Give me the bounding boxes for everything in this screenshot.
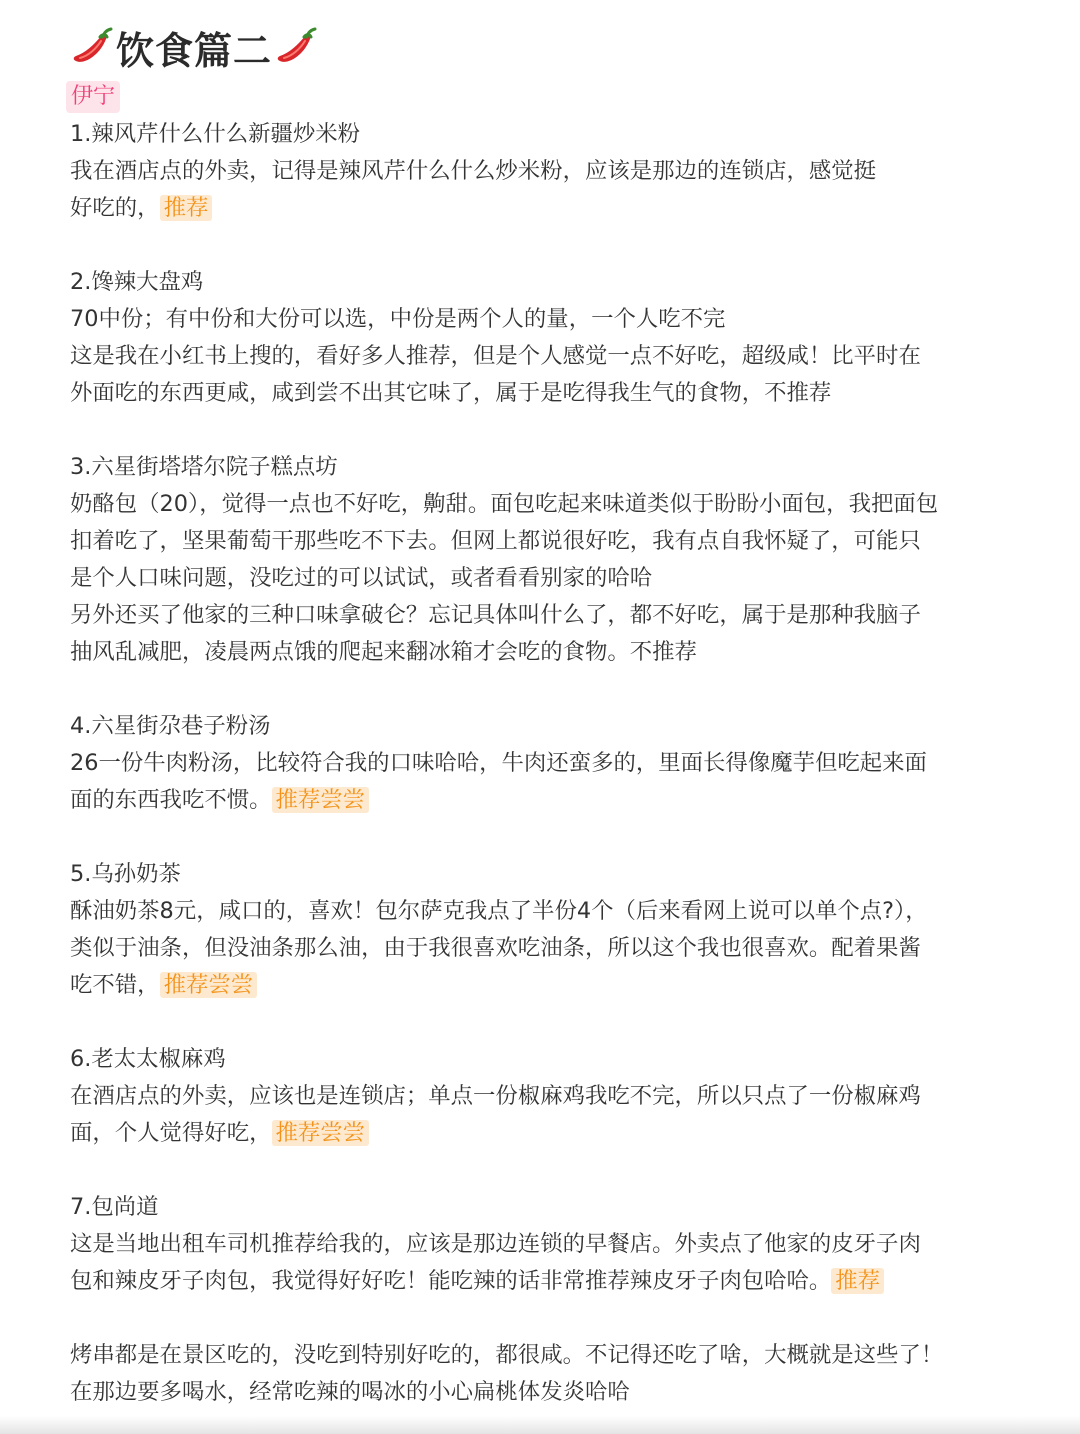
item-heading: 7.包尚道 xyxy=(70,1194,159,1220)
item-text-line xyxy=(70,1117,369,1149)
location-tag[interactable]: 伊宁 xyxy=(66,81,120,113)
item-text-line: 扣着吃了，坚果葡萄干那些吃不下去。但网上都说很好吃，我有点自我怀疑了，可能只 xyxy=(70,528,921,554)
item-text: 面的东西我吃不惯。 xyxy=(70,787,272,813)
item-text-line xyxy=(70,192,212,224)
item-heading: 4.六星街尕巷子粉汤 xyxy=(70,713,271,739)
recommend-highlight: 推荐尝尝 xyxy=(272,787,370,813)
item-text-line: 酥油奶茶8元，咸口的，喜欢！包尔萨克我点了半份4个（后来看网上说可以单个点?）， xyxy=(70,898,928,924)
item-text-line xyxy=(70,784,369,816)
item-heading: 6.老太太椒麻鸡 xyxy=(70,1046,226,1072)
item-text-line: 外面吃的东西更咸，咸到尝不出其它味了，属于是吃得我生气的食物，不推荐 xyxy=(70,380,832,406)
item-text: 吃不错， xyxy=(70,972,160,998)
item-heading: 2.馋辣大盘鸡 xyxy=(70,269,204,295)
recommend-highlight: 推荐尝尝 xyxy=(160,972,258,998)
item-text-line xyxy=(70,969,257,1001)
chili-pepper-icon xyxy=(70,25,114,69)
chili-pepper-icon xyxy=(274,25,318,69)
item-text: 包和辣皮牙子肉包，我觉得好好吃！能吃辣的话非常推荐辣皮牙子肉包哈哈。 xyxy=(70,1268,832,1294)
footer-text-line: 在那边要多喝水，经常吃辣的喝冰的小心扁桃体发炎哈哈 xyxy=(70,1379,630,1405)
bottom-fade xyxy=(0,1416,1080,1434)
footer-text-line: 烤串都是在景区吃的，没吃到特别好吃的，都很咸。不记得还吃了啥，大概就是这些了！ xyxy=(70,1342,944,1368)
item-text-line: 另外还买了他家的三种口味拿破仑？忘记具体叫什么了，都不好吃，属于是那种我脑子 xyxy=(70,602,921,628)
item-text-line: 26一份牛肉粉汤，比较符合我的口味哈哈，牛肉还蛮多的，里面长得像魔芋但吃起来面 xyxy=(70,750,927,776)
item-text-line: 抽风乱减肥，凌晨两点饿的爬起来翻冰箱才会吃的食物。不推荐 xyxy=(70,639,697,665)
item-text-line: 这是当地出租车司机推荐给我的，应该是那边连锁的早餐店。外卖点了他家的皮牙子肉 xyxy=(70,1231,921,1257)
recommend-highlight: 推荐尝尝 xyxy=(272,1120,370,1146)
recommend-highlight: 推荐 xyxy=(160,195,213,221)
page-title: 饮食篇二 xyxy=(116,28,273,73)
item-heading: 3.六星街塔塔尔院子糕点坊 xyxy=(70,454,338,480)
item-heading: 1.辣风芹什么什么新疆炒米粉 xyxy=(70,121,361,147)
item-heading: 5.乌孙奶茶 xyxy=(70,861,181,887)
title-row xyxy=(70,22,318,72)
item-text: 好吃的， xyxy=(70,195,160,221)
item-text-line: 这是我在小红书上搜的，看好多人推荐，但是个人感觉一点不好吃，超级咸！比平时在 xyxy=(70,343,921,369)
recommend-highlight: 推荐 xyxy=(831,1268,884,1294)
item-text: 面，个人觉得好吃， xyxy=(70,1120,272,1146)
item-text-line: 类似于油条，但没油条那么油，由于我很喜欢吃油条，所以这个我也很喜欢。配着果酱 xyxy=(70,935,921,961)
item-text-line: 奶酪包（20），觉得一点也不好吃，齁甜。面包吃起来味道类似于盼盼小面包，我把面包 xyxy=(70,491,939,517)
item-text-line xyxy=(70,1265,884,1297)
item-text-line: 我在酒店点的外卖，记得是辣风芹什么什么炒米粉，应该是那边的连锁店，感觉挺 xyxy=(70,158,877,184)
item-text-line: 在酒店点的外卖，应该也是连锁店；单点一份椒麻鸡我吃不完，所以只点了一份椒麻鸡 xyxy=(70,1083,921,1109)
item-text-line: 是个人口味问题，没吃过的可以试试，或者看看别家的哈哈 xyxy=(70,565,653,591)
item-text-line: 70中份；有中份和大份可以选，中份是两个人的量，一个人吃不完 xyxy=(70,306,726,332)
